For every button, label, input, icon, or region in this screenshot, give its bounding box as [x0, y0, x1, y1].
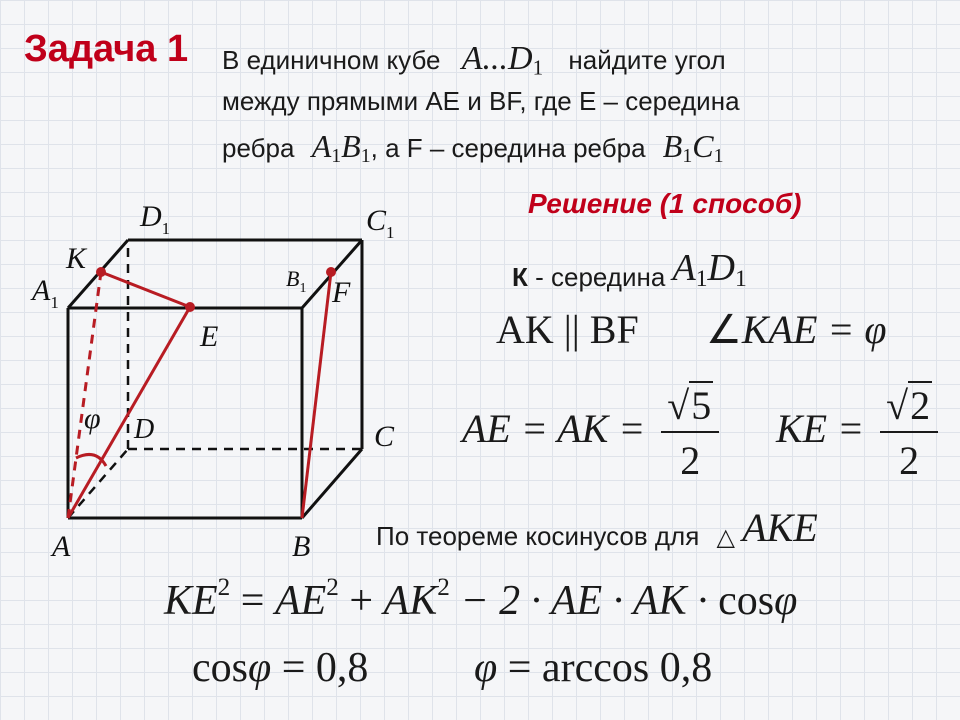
angle-definition: ∠KAE = φ: [706, 307, 887, 352]
problem-text: найдите угол: [568, 45, 726, 75]
angle-arc-phi: [76, 454, 106, 466]
label-e: E: [200, 320, 219, 353]
phi-result: φ = arccos 0,8: [474, 645, 713, 691]
edge-a1b1: $A_1B_1$: [311, 128, 371, 167]
edge-a1d1: $A_1D_1$: [672, 247, 747, 292]
point-k: [96, 267, 106, 277]
label-c: C: [374, 420, 395, 453]
ke-equation: KE = $\frac{√2}{2}$: [776, 382, 938, 484]
segment-ke: [101, 272, 190, 307]
fraction-sqrt5-over-2: $\frac{√5}{2}$: [661, 382, 719, 484]
cube-name: $A...D_1$: [461, 40, 544, 80]
parallel-statement: AK || BF: [496, 307, 639, 352]
label-b1: $B_1$: [286, 266, 307, 296]
k-midpoint-line: К - середина $A_1D_1$: [512, 247, 747, 292]
label-d: D: [134, 414, 155, 445]
label-a1: $A_1$: [32, 274, 59, 312]
label-phi: φ: [84, 402, 101, 435]
problem-line-2: между прямыми AE и BF, где E – середина: [222, 86, 740, 116]
law-of-cosines-equation: $KE^2 = AE^2 + AK^2 - 2$ · AE · AK · cosφ: [164, 574, 798, 624]
ae-ak-equation: AE = AK = $\frac{√5}{2}$: [462, 382, 719, 484]
point-e: [185, 302, 195, 312]
cosine-theorem-caption: По теореме косинусов для △ AKE: [376, 505, 818, 551]
triangle-name: AKE: [742, 505, 818, 550]
label-c1: $C_1$: [366, 204, 395, 242]
segment-bf: [302, 272, 331, 518]
edge-bc: [302, 449, 362, 518]
cos-result: cosφ = 0,8: [192, 645, 369, 691]
task-title: Задача 1: [24, 28, 189, 70]
label-k: K: [66, 242, 87, 275]
vertex-labels: [30, 200, 395, 563]
problem-text: В единичном кубе: [222, 45, 441, 75]
edge-ad-hidden: [68, 449, 128, 518]
fraction-sqrt2-over-2: $\frac{√2}{2}$: [880, 382, 938, 484]
label-d1: $D_1$: [140, 200, 171, 238]
edge-b1c1: $B_1C_1$: [662, 128, 724, 167]
solution-heading: Решение (1 способ): [528, 188, 802, 219]
label-a: A: [52, 530, 71, 563]
label-f: F: [332, 276, 351, 309]
problem-line-3: ребра $A_1B_1$, а F – середина ребра $B_1C_1$: [222, 128, 724, 167]
label-b: B: [292, 530, 311, 563]
